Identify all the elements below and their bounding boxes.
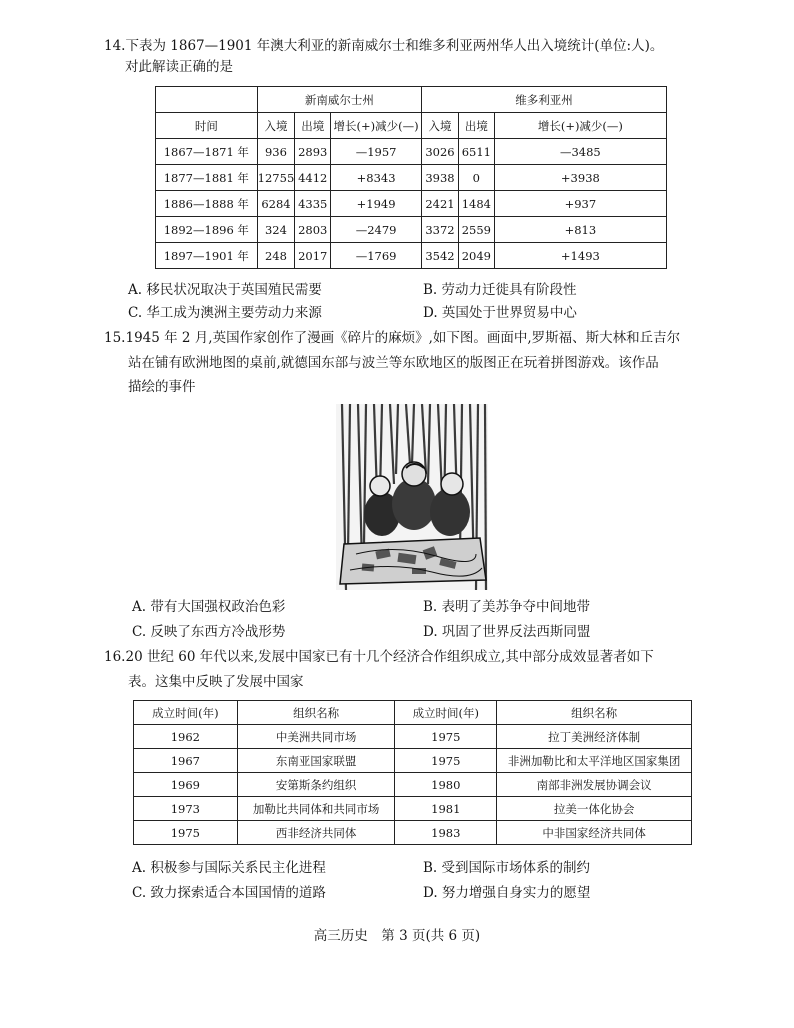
- table-header-row: [156, 87, 667, 113]
- table-header-row: [134, 701, 692, 725]
- table-cell: 1484: [458, 191, 494, 217]
- group-header-nsw: 新南威尔士州: [257, 87, 421, 113]
- table-cell: 1886—1888 年: [156, 191, 258, 217]
- q14-option-a[interactable]: A. 移民状况取决于英国殖民需要: [128, 282, 322, 298]
- q14-option-d[interactable]: D. 英国处于世界贸易中心: [423, 305, 577, 321]
- table-row: [134, 725, 692, 749]
- table-cell: +937: [494, 191, 666, 217]
- table-cell: 1897—1901 年: [156, 243, 258, 269]
- q15-option-b[interactable]: B. 表明了美苏争夺中间地带: [423, 599, 591, 615]
- table-cell: 拉丁美洲经济体制: [497, 725, 692, 749]
- q14-stem-line1: 14.下表为 1867—1901 年澳大利亚的新南威尔士和维多利亚两州华人出入境统计(单位:人)。: [104, 38, 664, 54]
- table-cell: 3372: [422, 217, 459, 243]
- q14-option-c[interactable]: C. 华工成为澳洲主要劳动力来源: [128, 305, 322, 321]
- table-row: [134, 749, 692, 773]
- table-cell: 1962: [134, 725, 238, 749]
- table-cell: 安第斯条约组织: [237, 773, 395, 797]
- table-cell: 东南亚国家联盟: [237, 749, 395, 773]
- table-cell: 非洲加勒比和太平洋地区国家集团: [497, 749, 692, 773]
- table-cell: 西非经济共同体: [237, 821, 395, 845]
- table-cell: 1892—1896 年: [156, 217, 258, 243]
- table-cell: 12755: [257, 165, 295, 191]
- table-cell: 2017: [295, 243, 331, 269]
- table-cell: 1969: [134, 773, 238, 797]
- table-cell: 3938: [422, 165, 459, 191]
- q14-table: [155, 86, 667, 269]
- q16-stem-line2: 表。这集中反映了发展中国家: [128, 674, 304, 690]
- q16-number: 16.: [104, 649, 126, 665]
- page-footer: 高三历史 第 3 页(共 6 页): [313, 928, 481, 944]
- table-cell: 拉美一体化协会: [497, 797, 692, 821]
- table-cell: 324: [257, 217, 295, 243]
- q15-option-c[interactable]: C. 反映了东西方冷战形势: [132, 624, 286, 640]
- table-cell: —1957: [331, 139, 422, 165]
- q15-option-a[interactable]: A. 带有大国强权政治色彩: [132, 599, 286, 615]
- table-cell: 1975: [134, 821, 238, 845]
- q14-option-b[interactable]: B. 劳动力迁徙具有阶段性: [423, 282, 577, 298]
- table-cell: —2479: [331, 217, 422, 243]
- q16-option-d[interactable]: D. 努力增强自身实力的愿望: [423, 885, 591, 901]
- table-row: [134, 773, 692, 797]
- col-header-in: 入境: [257, 113, 295, 139]
- col-header-out: 出境: [295, 113, 331, 139]
- q15-number: 15.: [104, 330, 126, 346]
- q15-stem-line3: 描绘的事件: [128, 379, 196, 395]
- q15-option-d[interactable]: D. 巩固了世界反法西斯同盟: [423, 624, 591, 640]
- table-cell: +1493: [494, 243, 666, 269]
- table-cell: 1967: [134, 749, 238, 773]
- table-cell: 1975: [395, 725, 497, 749]
- table-cell: 3542: [422, 243, 459, 269]
- q16-stem-line1: 16.20 世纪 60 年代以来,发展中国家已有十几个经济合作组织成立,其中部分成效显著者如下: [104, 649, 654, 665]
- table-cell: 4335: [295, 191, 331, 217]
- table-row: [156, 139, 667, 165]
- table-row: [156, 165, 667, 191]
- table-cell: 加勒比共同体和共同市场: [237, 797, 395, 821]
- col-header-out: 出境: [458, 113, 494, 139]
- table-cell: 中非国家经济共同体: [497, 821, 692, 845]
- table-cell: 2049: [458, 243, 494, 269]
- table-cell: 2893: [295, 139, 331, 165]
- col-header-change: 增长(+)减少(—): [331, 113, 422, 139]
- table-cell: 936: [257, 139, 295, 165]
- table-cell: 3026: [422, 139, 459, 165]
- table-row: [134, 797, 692, 821]
- table-cell: +8343: [331, 165, 422, 191]
- q14-number: 14.: [104, 38, 126, 54]
- col-header: 成立时间(年): [395, 701, 497, 725]
- table-cell: 1980: [395, 773, 497, 797]
- table-cell: 1973: [134, 797, 238, 821]
- q16-table: [133, 700, 692, 845]
- corner-cell: [156, 87, 258, 113]
- col-header-time: 时间: [156, 113, 258, 139]
- table-row: [156, 243, 667, 269]
- table-cell: 2803: [295, 217, 331, 243]
- table-cell: 1981: [395, 797, 497, 821]
- table-cell: 1867—1871 年: [156, 139, 258, 165]
- table-cell: 1983: [395, 821, 497, 845]
- table-subheader-row: [156, 113, 667, 139]
- table-cell: 0: [458, 165, 494, 191]
- col-header: 组织名称: [497, 701, 692, 725]
- q16-option-b[interactable]: B. 受到国际市场体系的制约: [423, 860, 591, 876]
- col-header-change: 增长(+)减少(—): [494, 113, 666, 139]
- table-cell: +1949: [331, 191, 422, 217]
- table-cell: —1769: [331, 243, 422, 269]
- col-header: 组织名称: [237, 701, 395, 725]
- table-row: [156, 191, 667, 217]
- table-row: [156, 217, 667, 243]
- cartoon-illustration: [336, 404, 488, 590]
- table-cell: 南部非洲发展协调会议: [497, 773, 692, 797]
- col-header: 成立时间(年): [134, 701, 238, 725]
- table-cell: 6284: [257, 191, 295, 217]
- table-cell: 1975: [395, 749, 497, 773]
- table-cell: +3938: [494, 165, 666, 191]
- table-cell: 248: [257, 243, 295, 269]
- table-cell: 6511: [458, 139, 494, 165]
- q15-stem-line1: 15.1945 年 2 月,英国作家创作了漫画《碎片的麻烦》,如下图。画面中,罗斯福、斯大林和丘吉尔: [104, 330, 681, 346]
- q14-stem-line2: 对此解读正确的是: [125, 59, 233, 75]
- q15-stem-line2: 站在铺有欧洲地图的桌前,就德国东部与波兰等东欧地区的版图正在玩着拼图游戏。该作品: [128, 355, 659, 371]
- col-header-in: 入境: [422, 113, 459, 139]
- table-row: [134, 821, 692, 845]
- table-cell: 中美洲共同市场: [237, 725, 395, 749]
- table-cell: 1877—1881 年: [156, 165, 258, 191]
- table-cell: 4412: [295, 165, 331, 191]
- group-header-vic: 维多利亚州: [422, 87, 667, 113]
- table-cell: 2421: [422, 191, 459, 217]
- table-cell: +813: [494, 217, 666, 243]
- q16-option-c[interactable]: C. 致力探索适合本国国情的道路: [132, 885, 326, 901]
- table-cell: 2559: [458, 217, 494, 243]
- q16-option-a[interactable]: A. 积极参与国际关系民主化进程: [132, 860, 326, 876]
- table-cell: —3485: [494, 139, 666, 165]
